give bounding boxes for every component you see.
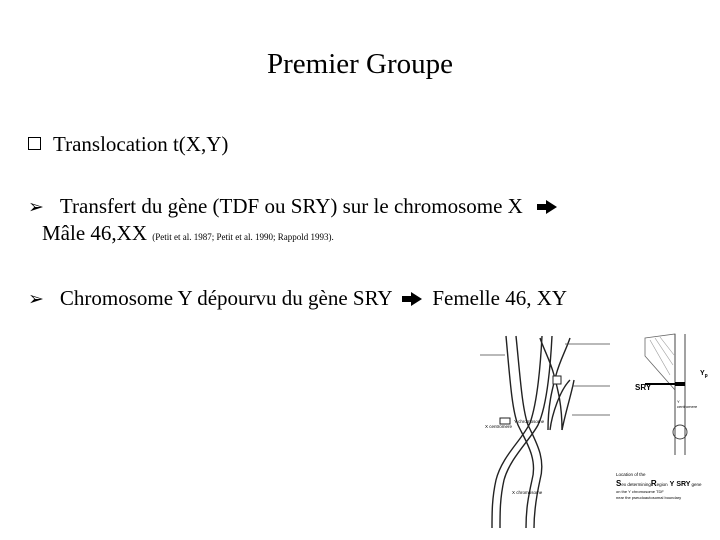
y-chromosome-label: Y chromosome	[514, 419, 545, 424]
caption-line-3: on the Y chromosome TDF	[616, 489, 664, 494]
bullet-2-cont	[42, 220, 334, 250]
x-centromere-label: X centromere	[485, 424, 513, 429]
bullet-3-text-b: Femelle 46, XY	[432, 286, 568, 310]
slide-title: Premier Groupe	[266, 48, 454, 80]
bullet-3	[28, 285, 567, 313]
figure-caption	[616, 472, 702, 500]
bullet-2-text: Transfert du gène (TDF ou SRY) sur le chromosome X	[59, 194, 523, 218]
sry-locus-band	[675, 382, 685, 386]
reference-citation: (Petit et al. 1987; Petit et al. 1990; Rappold 1993).	[152, 232, 334, 242]
arrowhead-bullet-icon: ➢	[28, 289, 44, 310]
centromere-marker	[553, 376, 561, 384]
chromosome-diagram	[470, 330, 718, 540]
yp-label: $Y_p$	[700, 370, 708, 379]
x-chromosome-label: X chromosome	[512, 490, 543, 495]
right-arrow-icon	[401, 287, 423, 313]
caption-line-1: Location of the	[616, 472, 646, 477]
pseudoautosomal-region	[645, 334, 675, 390]
bullet-1-text: Translocation t(X,Y)	[53, 132, 229, 156]
male-karyotype: Mâle 46,XX	[42, 221, 147, 245]
y-centromere-label-2: centromere	[677, 404, 698, 409]
bullet-2	[28, 193, 558, 221]
sry-label: SRY	[635, 383, 652, 392]
chromosome-diagram-svg	[470, 330, 718, 540]
y-centromere-label-1: Y	[677, 399, 680, 404]
right-arrow-icon	[536, 195, 558, 221]
caption-line-2: Sex determiningRegion Y SRYgene	[616, 479, 702, 488]
bullet-3-text-a: Chromosome Y dépourvu du gène SRY	[59, 286, 392, 310]
checkbox-bullet-icon	[28, 137, 41, 150]
y-chromosome-ideogram	[673, 334, 687, 455]
x-chromosome-shape	[492, 336, 552, 528]
caption-line-4: near the pseudoautosomal boundary	[616, 495, 682, 500]
bullet-1	[28, 131, 228, 157]
arrowhead-bullet-icon: ➢	[28, 197, 44, 218]
